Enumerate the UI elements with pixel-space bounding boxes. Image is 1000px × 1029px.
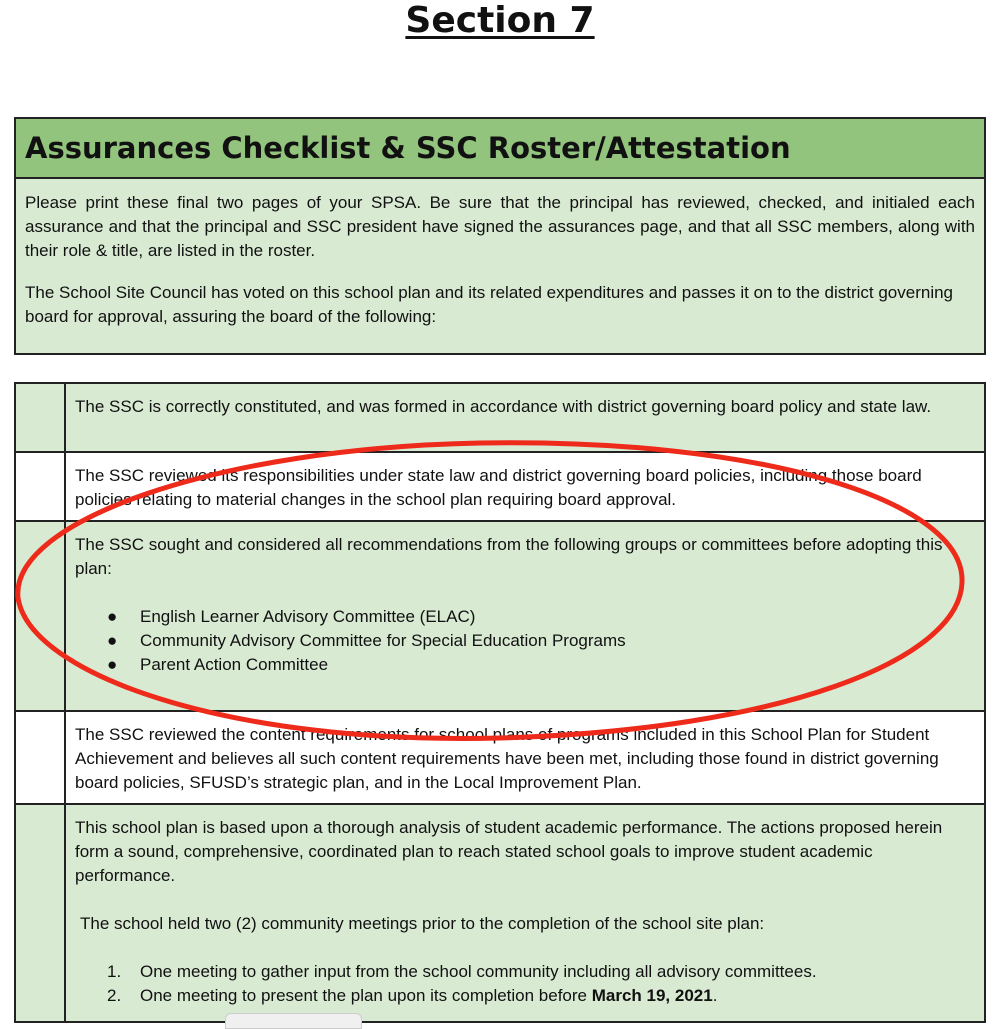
instructions-paragraph: Please print these final two pages of your SPSA. Be sure that the principal has reviewed, checked, and initialed each assurance and that the principal and SSC president have signed the assurances page, and that all SSC members, along with their role & title, are listed in the roster. bbox=[25, 193, 975, 260]
assurances-box-body bbox=[16, 179, 984, 329]
bullet-icon: ● bbox=[107, 631, 118, 650]
checklist-row bbox=[15, 521, 985, 711]
checklist-item-text: The SSC reviewed its responsibilities under state law and district governing board policies, including those board policies relating to material changes in the school plan requiring board approval. bbox=[65, 452, 985, 521]
list-item bbox=[75, 960, 975, 984]
assurances-box bbox=[14, 117, 986, 355]
list-item-label: Parent Action Committee bbox=[140, 655, 329, 674]
checklist-item-text: The SSC sought and considered all recommendations from the following groups or committees before adopting this plan: bbox=[75, 535, 943, 578]
checklist-row bbox=[15, 711, 985, 804]
bullet-icon: ● bbox=[107, 607, 118, 626]
checklist-item-text: This school plan is based upon a thorough analysis of student academic performance. The actions proposed herein form a sound, comprehensive, coordinated plan to reach stated school goals to improve student academic performance. bbox=[75, 818, 943, 885]
assurances-checklist bbox=[14, 382, 986, 1023]
checklist-row bbox=[15, 383, 985, 452]
checklist-item-text: The SSC reviewed the content requirements for school plans of programs included in this School Plan for Student Achievement and believes all such content requirements have been met, including those found in district governing board policies, SFUSD’s strategic plan, and in the Local Improvement Plan. bbox=[65, 711, 985, 804]
checklist-item-content bbox=[65, 804, 985, 1022]
meetings-list bbox=[75, 960, 975, 1008]
list-item bbox=[75, 605, 975, 629]
checklist-row bbox=[15, 452, 985, 521]
list-item bbox=[75, 653, 975, 677]
checklist-item-text: The SSC is correctly constituted, and was formed in accordance with district governing board policy and state law. bbox=[65, 383, 985, 452]
list-item-label: One meeting to present the plan upon its completion before bbox=[140, 986, 592, 1005]
list-item-tail: . bbox=[712, 986, 718, 1005]
initial-checkbox-cell[interactable] bbox=[15, 521, 65, 711]
initial-checkbox-cell[interactable] bbox=[15, 383, 65, 452]
checklist-item-content bbox=[65, 521, 985, 711]
list-item-label: Community Advisory Committee for Special Education Programs bbox=[140, 631, 626, 650]
council-vote-paragraph: The School Site Council has voted on this school plan and its related expenditures and passes it on to the district governing board for approval, assuring the board of the following: bbox=[25, 283, 954, 326]
list-item-label: English Learner Advisory Committee (ELAC) bbox=[140, 607, 476, 626]
list-item-label: One meeting to gather input from the school community including all advisory committees. bbox=[140, 962, 817, 981]
list-number: 2. bbox=[107, 986, 122, 1005]
committee-list bbox=[75, 605, 975, 677]
meetings-intro-text: The school held two (2) community meetings prior to the completion of the school site plan: bbox=[80, 914, 765, 933]
initial-checkbox-cell[interactable] bbox=[15, 711, 65, 804]
checklist-row bbox=[15, 804, 985, 1022]
section-title: Section 7 bbox=[405, 0, 595, 41]
initial-checkbox-cell[interactable] bbox=[15, 452, 65, 521]
list-number: 1. bbox=[107, 962, 122, 981]
list-item bbox=[75, 984, 975, 1008]
deadline-date: March 19, 2021 bbox=[591, 986, 713, 1005]
bottom-tab-stub bbox=[225, 1013, 362, 1029]
initial-checkbox-cell[interactable] bbox=[15, 804, 65, 1022]
assurances-box-title: Assurances Checklist & SSC Roster/Attestation bbox=[16, 119, 984, 179]
list-item bbox=[75, 629, 975, 653]
bullet-icon: ● bbox=[107, 655, 118, 674]
